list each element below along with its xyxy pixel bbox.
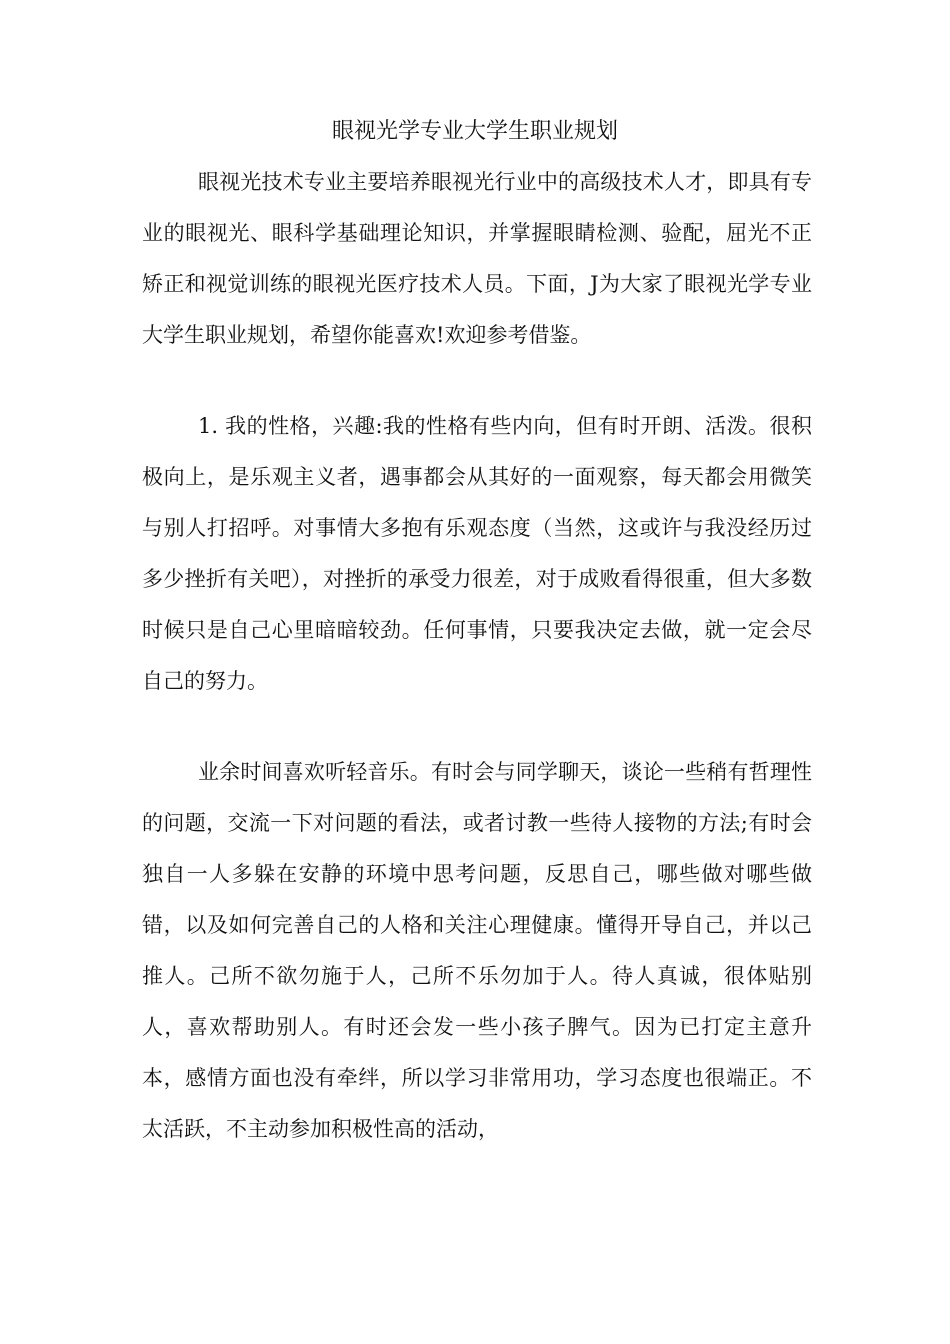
- paragraph-hobbies: 业余时间喜欢听轻音乐。有时会与同学聊天，谈论一些稍有哲理性的问题，交流一下对问题的看法，或者讨教一些待人接物的方法;有时会独自一人多躲在安静的环境中思考问题，反思自己，哪些做对哪些做错，以及如何完善自己的人格和关注心理健康。懂得开导自己，并以己推人。己所不欲勿施于人，己所不乐勿加于人。待人真诚，很体贴别人，喜欢帮助别人。有时还会发一些小孩子脾气。因为已打定主意升本，感情方面也没有牵绊，所以学习非常用功，学习态度也很端正。不太活跃，不主动参加积极性高的活动，: [142, 760, 812, 1141]
- paragraph-personality: 1. 我的性格，兴趣:我的性格有些内向，但有时开朗、活泼。很积极向上，是乐观主义者，遇事都会从其好的一面观察，每天都会用微笑与别人打招呼。对事情大多抱有乐观态度（当然，这或许与我没经历过多少挫折有关吧），对挫折的承受力很差，对于成败看得很重，但大多数时候只是自己心里暗暗较劲。任何事情，只要我决定去做，就一定会尽自己的努力。: [142, 414, 812, 693]
- document-title: 眼视光学专业大学生职业规划: [331, 119, 618, 144]
- paragraph-intro: 眼视光技术专业主要培养眼视光行业中的高级技术人才，即具有专业的眼视光、眼科学基础理论知识，并掌握眼睛检测、验配，屈光不正矫正和视觉训练的眼视光医疗技术人员。下面，J为大家了眼视光学专业大学生职业规划，希望你能喜欢!欢迎参考借鉴。: [142, 170, 812, 347]
